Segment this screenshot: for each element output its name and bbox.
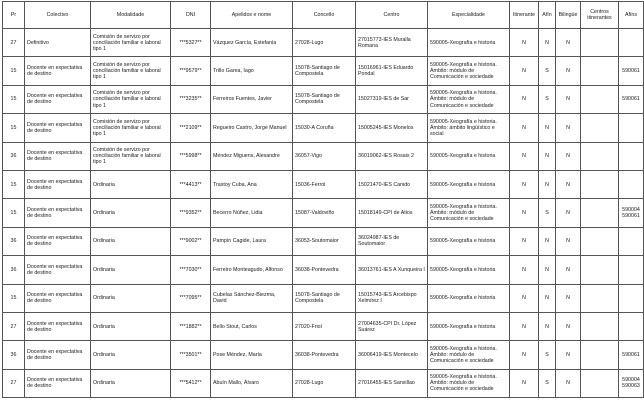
cell-afins bbox=[619, 256, 644, 284]
col-header-afins: Afíns bbox=[619, 2, 644, 29]
cell-concello: 15036-Ferrol bbox=[293, 170, 356, 198]
col-header-colectivo: Colectivo bbox=[25, 2, 91, 29]
cell-centros-itinerantes bbox=[581, 57, 619, 85]
cell-colectivo: Docente en expectativa de destino bbox=[25, 256, 91, 284]
cell-modalidade: Ordinaria bbox=[91, 199, 171, 227]
cell-itinerante: N bbox=[510, 369, 539, 397]
cell-modalidade: Ordinaria bbox=[91, 170, 171, 198]
cell-afins bbox=[619, 227, 644, 255]
cell-itinerante: N bbox=[510, 199, 539, 227]
cell-pr: 15 bbox=[3, 85, 25, 113]
header-row bbox=[3, 2, 644, 29]
cell-centro: 15018149-CPI de Atios bbox=[356, 199, 428, 227]
cell-afin: N bbox=[539, 256, 556, 284]
cell-dni: ***7030** bbox=[171, 256, 211, 284]
cell-centros-itinerantes bbox=[581, 142, 619, 170]
table-row bbox=[3, 29, 644, 57]
col-header-especialidade: Especialidade bbox=[428, 2, 510, 29]
cell-especialidade: 590005-Xeografía e historia bbox=[428, 227, 510, 255]
cell-afins bbox=[619, 284, 644, 312]
cell-afin: N bbox=[539, 29, 556, 57]
cell-especialidade: 590005-Xeografía e historia bbox=[428, 256, 510, 284]
cell-especialidade: 590005-Xeografía e historia. Ámbito: módulo de Comunicación e sociedade bbox=[428, 369, 510, 397]
cell-dni: ***5998** bbox=[171, 142, 211, 170]
cell-especialidade: 590005-Xeografía e historia. Ámbito: módulo de Comunicación e sociedade bbox=[428, 199, 510, 227]
cell-apelidos-nome: Ferreiro Monteagudo, Alfonso bbox=[211, 256, 293, 284]
cell-afins bbox=[619, 29, 644, 57]
cell-apelidos-nome: Méndez Miguens, Alexandre bbox=[211, 142, 293, 170]
cell-especialidade: 590005-Xeografía e historia. Ámbito: módulo de Comunicación e sociedade bbox=[428, 85, 510, 113]
cell-modalidade: Ordinaria bbox=[91, 312, 171, 340]
table-row bbox=[3, 170, 644, 198]
col-header-bilingue: Bilingüe bbox=[556, 2, 581, 29]
cell-modalidade: Ordinaria bbox=[91, 284, 171, 312]
table-row bbox=[3, 227, 644, 255]
cell-especialidade: 590005-Xeografía e historia. Ámbito: módulo de Comunicación e sociedade bbox=[428, 57, 510, 85]
cell-centros-itinerantes bbox=[581, 341, 619, 369]
cell-afin: N bbox=[539, 227, 556, 255]
cell-centros-itinerantes bbox=[581, 369, 619, 397]
cell-afins bbox=[619, 170, 644, 198]
cell-afin: N bbox=[539, 114, 556, 142]
table-row bbox=[3, 142, 644, 170]
cell-centros-itinerantes bbox=[581, 114, 619, 142]
cell-pr: 36 bbox=[3, 341, 25, 369]
cell-itinerante: N bbox=[510, 57, 539, 85]
cell-pr: 27 bbox=[3, 29, 25, 57]
col-header-itinerante: Itinerante bbox=[510, 2, 539, 29]
cell-centro: 15021470-IES Canido bbox=[356, 170, 428, 198]
cell-afin: N bbox=[539, 312, 556, 340]
cell-colectivo: Docente en expectativa de destino bbox=[25, 85, 91, 113]
cell-itinerante: N bbox=[510, 142, 539, 170]
cell-apelidos-nome: Trillo Garea, Iago bbox=[211, 57, 293, 85]
cell-modalidade: Ordinaria bbox=[91, 369, 171, 397]
cell-dni: ***7095** bbox=[171, 284, 211, 312]
cell-concello: 15030-A Coruña bbox=[293, 114, 356, 142]
cell-especialidade: 590005-Xeografía e historia bbox=[428, 29, 510, 57]
cell-centro: 36006419-IES Montecelo bbox=[356, 341, 428, 369]
cell-afins: 590061 bbox=[619, 85, 644, 113]
cell-colectivo: Docente en expectativa de destino bbox=[25, 369, 91, 397]
cell-afins: 590061 bbox=[619, 341, 644, 369]
cell-centro: 15015743-IES Arcebispo Xelmírez I bbox=[356, 284, 428, 312]
cell-centro: 15027319-IES de Sar bbox=[356, 85, 428, 113]
cell-modalidade: Comisión de servizo por conciliación familiar e laboral tipo 1 bbox=[91, 29, 171, 57]
cell-apelidos-nome: Pampín Cagide, Laura bbox=[211, 227, 293, 255]
cell-afin: N bbox=[539, 170, 556, 198]
cell-afin: S bbox=[539, 369, 556, 397]
cell-bilingue: N bbox=[556, 142, 581, 170]
cell-pr: 27 bbox=[3, 369, 25, 397]
cell-itinerante: N bbox=[510, 256, 539, 284]
cell-colectivo: Docente en expectativa de destino bbox=[25, 170, 91, 198]
cell-dni: ***4413** bbox=[171, 170, 211, 198]
assignment-sheet bbox=[2, 1, 640, 398]
cell-afins bbox=[619, 142, 644, 170]
cell-dni: ***9579** bbox=[171, 57, 211, 85]
cell-concello: 15078-Santiago de Compostela bbox=[293, 284, 356, 312]
cell-itinerante: N bbox=[510, 114, 539, 142]
cell-itinerante: N bbox=[510, 227, 539, 255]
cell-dni: ***5327** bbox=[171, 29, 211, 57]
cell-itinerante: N bbox=[510, 29, 539, 57]
cell-centro: 27015773-IES Muralla Romana bbox=[356, 29, 428, 57]
cell-bilingue: N bbox=[556, 312, 581, 340]
cell-apelidos-nome: Abuín Mallo, Álvaro bbox=[211, 369, 293, 397]
cell-centros-itinerantes bbox=[581, 227, 619, 255]
cell-concello: 36038-Pontevedra bbox=[293, 256, 356, 284]
cell-centro: 15016961-IES Eduardo Pondal bbox=[356, 57, 428, 85]
cell-bilingue: N bbox=[556, 114, 581, 142]
table-row bbox=[3, 256, 644, 284]
col-header-afin: Afín bbox=[539, 2, 556, 29]
col-header-centros-itinerantes: Centros itinerantes bbox=[581, 2, 619, 29]
cell-centros-itinerantes bbox=[581, 284, 619, 312]
cell-afin: S bbox=[539, 57, 556, 85]
cell-colectivo: Docente en expectativa de destino bbox=[25, 284, 91, 312]
cell-centro: 27016455-IES Sanxillao bbox=[356, 369, 428, 397]
cell-itinerante: N bbox=[510, 170, 539, 198]
cell-dni: ***1882** bbox=[171, 312, 211, 340]
cell-afin: N bbox=[539, 284, 556, 312]
cell-modalidade: Comisión de servizo por conciliación familiar e laboral tipo 1 bbox=[91, 114, 171, 142]
cell-concello: 36057-Vigo bbox=[293, 142, 356, 170]
cell-afin: S bbox=[539, 341, 556, 369]
table-row bbox=[3, 284, 644, 312]
cell-concello: 36053-Soutomaior bbox=[293, 227, 356, 255]
cell-centro: 36024987-IES de Soutomaior bbox=[356, 227, 428, 255]
cell-pr: 15 bbox=[3, 57, 25, 85]
cell-modalidade: Ordinaria bbox=[91, 227, 171, 255]
cell-afins bbox=[619, 114, 644, 142]
table-row bbox=[3, 85, 644, 113]
cell-colectivo: Definitivo bbox=[25, 29, 91, 57]
table-row bbox=[3, 369, 644, 397]
cell-bilingue: N bbox=[556, 170, 581, 198]
cell-bilingue: N bbox=[556, 256, 581, 284]
cell-pr: 36 bbox=[3, 227, 25, 255]
table-row bbox=[3, 312, 644, 340]
cell-especialidade: 590005-Xeografía e historia bbox=[428, 170, 510, 198]
cell-modalidade: Ordinaria bbox=[91, 256, 171, 284]
cell-centro: 36019062-IES Rosais 2 bbox=[356, 142, 428, 170]
cell-centros-itinerantes bbox=[581, 312, 619, 340]
cell-concello: 15087-Valdoviño bbox=[293, 199, 356, 227]
cell-itinerante: N bbox=[510, 341, 539, 369]
cell-apelidos-nome: Ferreiros Fuentes, Javier bbox=[211, 85, 293, 113]
cell-concello: 36038-Pontevedra bbox=[293, 341, 356, 369]
col-header-centro: Centro bbox=[356, 2, 428, 29]
cell-apelidos-nome: Trastoy Cuba, Ana bbox=[211, 170, 293, 198]
cell-dni: ***5412** bbox=[171, 369, 211, 397]
cell-centro: 36013761-IES A Xunqueira I bbox=[356, 256, 428, 284]
cell-colectivo: Docente en expectativa de destino bbox=[25, 341, 91, 369]
cell-modalidade: Ordinaria bbox=[91, 341, 171, 369]
cell-itinerante: N bbox=[510, 284, 539, 312]
cell-pr: 36 bbox=[3, 142, 25, 170]
cell-apelidos-nome: Bello Stout, Carlos bbox=[211, 312, 293, 340]
cell-centros-itinerantes bbox=[581, 29, 619, 57]
cell-apelidos-nome: Cubelas Sánchez-Biezma, David bbox=[211, 284, 293, 312]
cell-afin: N bbox=[539, 142, 556, 170]
cell-pr: 15 bbox=[3, 170, 25, 198]
cell-bilingue: N bbox=[556, 29, 581, 57]
table-row bbox=[3, 114, 644, 142]
col-header-dni: DNI bbox=[171, 2, 211, 29]
cell-bilingue: N bbox=[556, 57, 581, 85]
col-header-concello: Concello bbox=[293, 2, 356, 29]
cell-pr: 15 bbox=[3, 199, 25, 227]
assignments-table bbox=[2, 1, 644, 398]
cell-apelidos-nome: Vázquez García, Estefanía bbox=[211, 29, 293, 57]
cell-especialidade: 590005-Xeografía e historia. Ámbito: módulo de Comunicación e sociedade bbox=[428, 341, 510, 369]
cell-colectivo: Docente en expectativa de destino bbox=[25, 227, 91, 255]
cell-colectivo: Docente en expectativa de destino bbox=[25, 142, 91, 170]
cell-itinerante: N bbox=[510, 312, 539, 340]
cell-pr: 15 bbox=[3, 114, 25, 142]
cell-concello: 27020-Friol bbox=[293, 312, 356, 340]
cell-concello: 15078-Santiago de Compostela bbox=[293, 57, 356, 85]
cell-bilingue: N bbox=[556, 85, 581, 113]
cell-colectivo: Docente en expectativa de destino bbox=[25, 114, 91, 142]
cell-concello: 15078-Santiago de Compostela bbox=[293, 85, 356, 113]
cell-centros-itinerantes bbox=[581, 170, 619, 198]
cell-colectivo: Docente en expectativa de destino bbox=[25, 57, 91, 85]
cell-especialidade: 590005-Xeografía e historia. Ámbito: ámbito lingüístico e social bbox=[428, 114, 510, 142]
cell-apelidos-nome: Pose Méndez, María bbox=[211, 341, 293, 369]
cell-especialidade: 590005-Xeografía e historia bbox=[428, 312, 510, 340]
cell-afin: S bbox=[539, 85, 556, 113]
cell-centro: 27004635-CPI Dr. López Suárez bbox=[356, 312, 428, 340]
cell-dni: ***3501** bbox=[171, 341, 211, 369]
col-header-apelidos-nome: Apelidos e nome bbox=[211, 2, 293, 29]
cell-especialidade: 590005-Xeografía e historia bbox=[428, 142, 510, 170]
table-row bbox=[3, 57, 644, 85]
cell-centros-itinerantes bbox=[581, 199, 619, 227]
cell-pr: 36 bbox=[3, 256, 25, 284]
cell-colectivo: Docente en expectativa de destino bbox=[25, 199, 91, 227]
cell-afins bbox=[619, 312, 644, 340]
cell-afins: 590004 590063 bbox=[619, 369, 644, 397]
cell-dni: ***9002** bbox=[171, 227, 211, 255]
cell-afin: S bbox=[539, 199, 556, 227]
col-header-pr: Pr bbox=[3, 2, 25, 29]
cell-colectivo: Docente en expectativa de destino bbox=[25, 312, 91, 340]
cell-modalidade: Comisión de servizo por conciliación familiar e laboral tipo 1 bbox=[91, 57, 171, 85]
cell-centro: 15005245-IES Monelos bbox=[356, 114, 428, 142]
cell-concello: 27028-Lugo bbox=[293, 369, 356, 397]
cell-pr: 27 bbox=[3, 312, 25, 340]
cell-concello: 27028-Lugo bbox=[293, 29, 356, 57]
col-header-modalidade: Modalidade bbox=[91, 2, 171, 29]
cell-modalidade: Comisión de servizo por conciliación familiar e laboral tipo 1 bbox=[91, 142, 171, 170]
cell-bilingue: N bbox=[556, 341, 581, 369]
cell-especialidade: 590005-Xeografía e historia bbox=[428, 284, 510, 312]
cell-bilingue: N bbox=[556, 199, 581, 227]
table-row bbox=[3, 341, 644, 369]
cell-bilingue: N bbox=[556, 369, 581, 397]
cell-bilingue: N bbox=[556, 284, 581, 312]
cell-afins: 590004 590061 bbox=[619, 199, 644, 227]
cell-dni: ***3235** bbox=[171, 85, 211, 113]
cell-centros-itinerantes bbox=[581, 256, 619, 284]
cell-apelidos-nome: Becerro Núñez, Lidia bbox=[211, 199, 293, 227]
cell-dni: ***2109** bbox=[171, 114, 211, 142]
cell-modalidade: Comisión de servizo por conciliación familiar e laboral tipo 1 bbox=[91, 85, 171, 113]
cell-apelidos-nome: Regueiro Castro, Jorge Manuel bbox=[211, 114, 293, 142]
cell-afins: 590061 bbox=[619, 57, 644, 85]
cell-pr: 15 bbox=[3, 284, 25, 312]
cell-bilingue: N bbox=[556, 227, 581, 255]
cell-dni: ***9352** bbox=[171, 199, 211, 227]
table-row bbox=[3, 199, 644, 227]
cell-itinerante: N bbox=[510, 85, 539, 113]
cell-centros-itinerantes bbox=[581, 85, 619, 113]
